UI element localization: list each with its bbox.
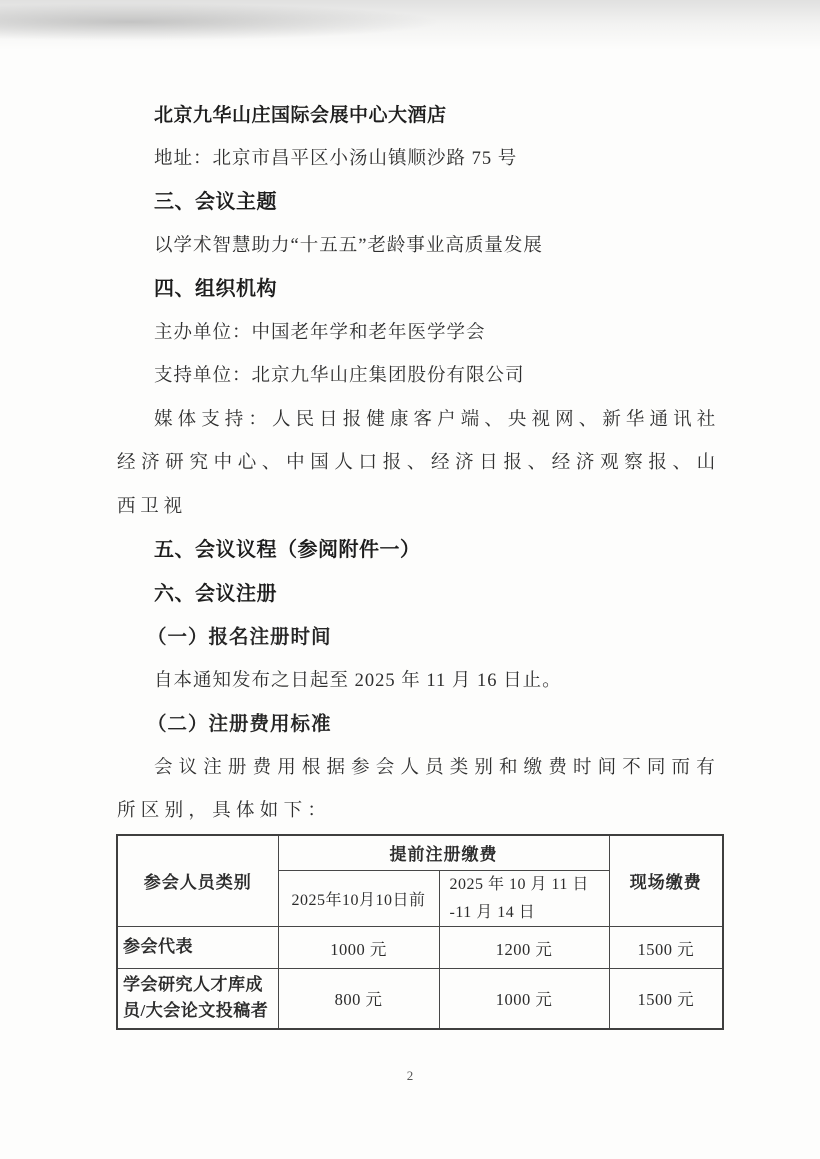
fee-table-early-deadline-2-line1: 2025 年 10 月 11 日 — [449, 876, 589, 894]
fee-table-early-deadline-1-header: 2025年10月10日前 — [278, 871, 439, 927]
fee-table-early-deadline-2-header — [439, 871, 609, 927]
section-heading-3: 三、会议主题 — [154, 191, 277, 213]
venue-title: 北京九华山庄国际会展中心大酒店 — [154, 105, 447, 126]
sub-heading-fee-standard: （二）注册费用标准 — [147, 714, 332, 735]
fee-table-early-deadline-2-line2: -11 月 14 日 — [449, 903, 536, 921]
section-heading-4: 四、组织机构 — [154, 278, 277, 300]
fee-table-early-group-header: 提前注册缴费 — [278, 835, 609, 871]
row-early1-fee-cell: 1000 元 — [278, 927, 439, 969]
fee-table — [116, 834, 724, 1030]
theme-line: 以学术智慧助力“十五五”老龄事业高质量发展 — [154, 235, 543, 256]
row-onsite-fee-cell: 1500 元 — [609, 969, 723, 1029]
row-early2-fee-cell: 1200 元 — [439, 927, 609, 969]
venue-address-line: 地址：北京市昌平区小汤山镇顺沙路 75 号 — [154, 148, 518, 169]
sub-heading-registration-time: （一）报名注册时间 — [147, 627, 332, 648]
row-early2-fee-cell: 1000 元 — [439, 969, 609, 1029]
section-heading-6: 六、会议注册 — [154, 582, 277, 605]
row-category-cell: 学会研究人才库成员/大会论文投稿者 — [117, 969, 278, 1029]
fee-intro-paragraph: 会议注册费用根据参会人员类别和缴费时间不同而有所区别，具体如下： — [117, 757, 720, 821]
fee-table-row-delegate — [117, 927, 723, 969]
supporter-line: 支持单位：北京九华山庄集团股份有限公司 — [154, 366, 525, 386]
page-number: 2 — [406, 1068, 414, 1083]
row-early1-fee-cell: 800 元 — [278, 969, 439, 1029]
fee-table-header-row-1 — [117, 835, 723, 871]
section-heading-5: 五、会议议程（参阅附件一） — [154, 539, 421, 561]
registration-deadline-line: 自本通知发布之日起至 2025 年 11 月 16 日止。 — [154, 670, 562, 691]
media-support-paragraph: 媒体支持：人民日报健康客户端、央视网、新华通讯社经济研究中心、中国人口报、经济日报、经济观察报、山西卫视 — [117, 409, 720, 517]
scan-shadow-artifact — [0, 0, 820, 54]
fee-table-onsite-header: 现场缴费 — [609, 835, 723, 927]
fee-table-category-header: 参会人员类别 — [117, 835, 278, 927]
document-body — [117, 94, 720, 1030]
row-onsite-fee-cell: 1500 元 — [609, 927, 723, 969]
organizer-line: 主办单位：中国老年学和老年医学学会 — [154, 322, 486, 343]
row-category-cell: 参会代表 — [117, 927, 278, 969]
fee-table-row-member-author — [117, 969, 723, 1029]
